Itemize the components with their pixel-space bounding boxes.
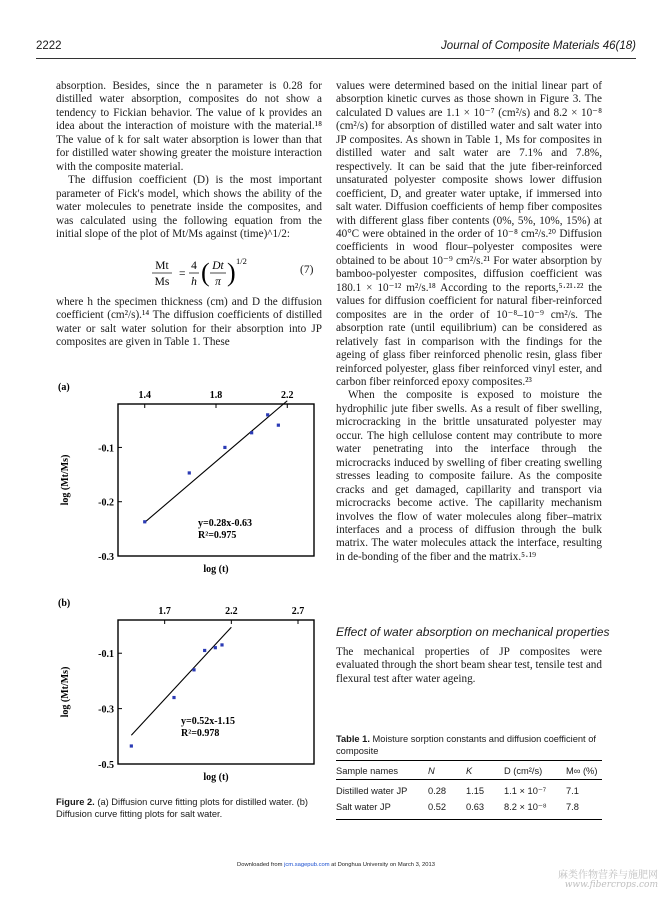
table-header-cell: D (cm²/s) [504,766,543,776]
table-row [336,783,602,799]
table-header-cell: N [428,766,435,776]
panel-label: (a) [58,382,70,393]
data-point [223,446,226,449]
section-heading: Effect of water absorption on mechanical properties [336,625,610,639]
eq-paren-num: Dt [212,260,224,272]
y-tick-label: -0.1 [98,649,114,661]
data-point [188,471,191,474]
right-paragraph-1: values were determined based on the initial linear part of absorption kinetic curves as those shown in Figure 3. The calculated D values are 1.1 × 10⁻⁷ (cm²/s) and 8.2 × 10⁻⁸ (cm²/s) for absorption of distilled water and salt water into JP composites. As shown in Table 1, Ms for composites in distilled water and salt water are 7.1% and 7.8%, respectively. It can be said that the jute fiber-reinforced unsaturated polyester composite shows lower diffusion coefficient, D, and greater water uptake, if immersed into salt water. Diffusion coefficients of hemp fiber composites with different glass fiber contents (0%, 5%, 10%, 15%) at 40°C were obtained in the order of 10⁻⁸ cm²/s.²⁰ Diffusion coefficients in wood flour–polyester composites were obtained to be about 10⁻⁹ cm²/s.²¹ For water absorption by bamboo-polyester composites, diffusion coefficient was 180.1 × 10⁻¹² m²/s.¹⁸ According to the reports,⁵·²¹·²² the values for diffusion coefficient for natural fiber-reinforced composites are in the order of 10⁻⁸–10⁻⁹ cm²/s. The absorption rate (until equilibrium) can be considered as relatively fast in comparison with the findings for the ageing of glass fiber reinforced phenolic resin, glass fiber reinforced polyester, glass fiber reinforced vinyl ester, and carbon fiber reinforced epoxy composites.²³ [336,80,602,388]
x-axis-label: log (t) [203,564,229,575]
equation-number: (7) [300,264,314,276]
table-header-cell: M∞ (%) [566,766,598,776]
fit-r-squared: R²=0.978 [181,728,220,739]
svg-text:=: = [179,268,186,280]
data-point [220,643,223,646]
table-header-cell: K [466,766,473,776]
table-cell: 0.28 [428,786,447,796]
data-point [214,646,217,649]
data-point [277,424,280,427]
equation-7 [150,254,270,294]
plot-frame [118,620,314,764]
fit-line [145,401,288,523]
page-number: 2222 [36,40,62,52]
chart-panel-b [56,592,324,788]
panel-label: (b) [58,598,71,609]
y-axis-label: log (Mt/Ms) [60,666,71,718]
figure-caption [56,796,322,820]
eq-coef-den: h [191,276,197,288]
table-title-text: Moisture sorption constants and diffusion coefficient of composite [336,734,596,756]
y-tick-label: -0.5 [98,760,114,771]
table-cell: Salt water JP [336,802,391,812]
right-paragraph-2: When the composite is exposed to moisture the hydrophilic jute fiber swells. As a result of fiber swelling, microcracking in the brittle unsaturated polyester may occur. The high cellulose content may contribute to more water penetrating into the interface through the microcracks induced by swelling of fiber creating swelling stresses leading to composite failure. As the composite cracks and get damaged, capillarity and transport via microcracks become active. The capillarity mechanism involves the flow of water molecules along fiber–matrix interfaces and a process of diffusion through the bulk matrix. The water molecules attack the interface, resulting in de-bonding of the fiber and the matrix.⁵·¹⁹ [336,389,602,563]
data-point [172,696,175,699]
x-tick-label: 1.4 [138,390,151,401]
eq-paren-den: π [215,276,221,288]
table-row [336,799,602,815]
table-top-rule [336,760,602,761]
eq-lhs-den: Ms [154,276,170,288]
table-header-row [336,763,602,780]
svg-text:(: ( [201,258,210,287]
data-point [266,413,269,416]
data-point [143,520,146,523]
watermark-line-2: www.fibercrops.com [564,880,658,890]
x-tick-label: 2.2 [225,606,238,617]
y-tick-label: -0.1 [98,443,114,455]
chart-panel-a [56,376,324,586]
footer-link[interactable]: jcm.sagepub.com [284,862,330,868]
right-column [336,80,602,564]
x-axis-label: log (t) [203,772,229,783]
eq-lhs-num: Mt [155,260,169,272]
table-cell: 1.15 [466,786,485,796]
x-tick-label: 2.7 [291,606,305,617]
footer-suffix: at Donghua University on March 3, 2013 [331,862,435,868]
data-point [130,744,133,747]
y-tick-label: -0.2 [98,497,114,509]
eq-exponent: 1/2 [236,256,247,266]
watermark-line-1: 麻类作物营养与施肥网 [558,870,658,881]
table-cell: 7.8 [566,802,579,812]
x-tick-label: 2.2 [281,390,294,401]
section-paragraph-1: The mechanical properties of JP composites were evaluated through the short beam shear test, tensile test and flexural test after water ageing. [336,646,602,685]
table-label: Table 1. [336,734,370,744]
table-cell: 7.1 [566,786,579,796]
figure-caption-label: Figure 2. [56,797,95,807]
data-point [192,668,195,671]
left-paragraph-1: absorption. Besides, since the n parameter is 0.28 for distilled water absorption, composites do not show a tendency to Fickian behavior. The value of k provides an idea about the interaction of moisture with the material.¹⁸ The value of k for salt water absorption is lower than that for distilled water showing greater the moisture interaction with the composite material. [56,80,322,173]
table-cell: 8.2 × 10⁻⁸ [504,801,547,812]
figure-caption-text: (a) Diffusion curve fitting plots for distilled water. (b) Diffusion curve fitting plots for salt water. [56,797,308,819]
table-bottom-rule [336,819,602,820]
y-tick-label: -0.3 [98,704,114,716]
x-tick-label: 1.8 [209,390,223,401]
data-table [336,763,602,815]
fit-equation: y=0.28x-0.63 [198,518,253,529]
fit-r-squared: R²=0.975 [198,530,237,541]
x-tick-label: 1.7 [158,606,171,617]
left-paragraph-2: The diffusion coefficient (D) is the most important parameter of Fick's model, which shows the ability of the water molecules to penetrate inside the composites, and was calculated using the following equation from the initial slope of the plot of Mt/Ms against (time)^1/2: [56,174,322,240]
left-column [56,80,322,241]
svg-text:): ) [227,258,236,287]
table-cell: 1.1 × 10⁻⁷ [504,785,547,796]
table-cell: 0.63 [466,802,485,812]
footer-prefix: Downloaded from [237,862,283,868]
data-point [203,649,206,652]
header-rule [36,58,636,59]
table-title [336,733,604,757]
table-cell: 0.52 [428,802,447,812]
y-axis-label: log (Mt/Ms) [60,454,71,506]
left-paragraph-3: where h the specimen thickness (cm) and D the diffusion coefficient (cm²/s).¹⁴ The diffusion coefficients of distilled water or salt water solution for their absorption into JP composites are given in Table 1. These [56,296,322,349]
fit-equation: y=0.52x-1.15 [181,716,236,727]
eq-coef-num: 4 [191,260,197,272]
data-point [250,431,253,434]
table-cell: Distilled water JP [336,786,408,796]
table-header-cell: Sample names [336,766,399,776]
journal-title: Journal of Composite Materials 46(18) [441,40,636,52]
y-tick-label: -0.3 [98,552,114,563]
section-paragraph [336,646,602,686]
left-column-after-eq [56,296,322,350]
